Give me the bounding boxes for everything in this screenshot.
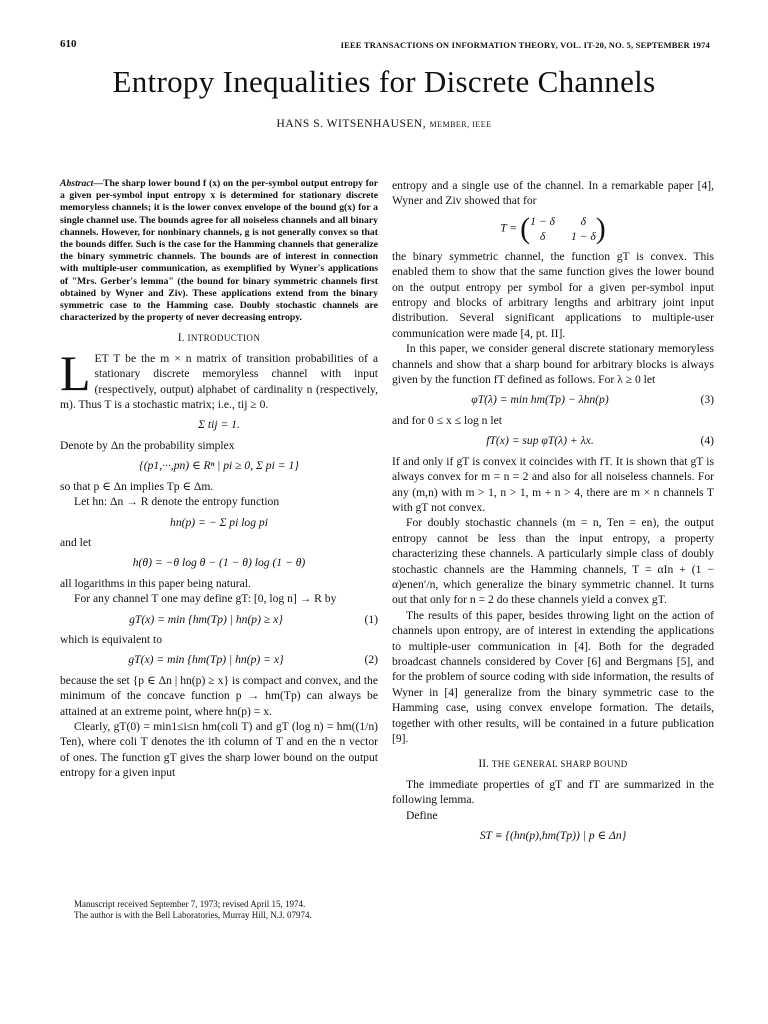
abstract-text: —The sharp lower bound f (x) on the per-symbol output entropy for a given per-symbol input entropy x is determined for stationary discrete memoryless channels; it is the lower convex envelope of the bound g(x) for a single channel use. The bounds agree for all noiseless channels and all binary channels. However, for nonbinary channels, g is not generally convex so that the bounds differ. Such is the case for the Hamming channels that generalize the binary symmetric channels. The bounds are of interest in connection with multiple-user communication, as exemplified by Wyner's applications of "Mrs. Gerber's lemma" (the bound for binary symmetric channels first obtained by Wyner and Ziv). These applications extend from the binary symmetric case to the Hamming case. Doubly stochastic channels are characterized by the property of never decreasing entropy. [60,178,378,324]
simplex-text: Denote by Δn the probability simplex [60,438,235,452]
equation-body: φT(λ) = min hm(Tp) − λhn(p) [471,393,609,407]
equation-number: (1) [364,612,378,626]
this-paper-paragraph: In this paper, we consider general discrete stationary memoryless channels and show that a sharp bound for arbitrary blocks is always given by the function fT defined as follows. For λ ≥ 0 let [392,342,714,387]
section-heading-general-bound [392,756,714,772]
author-line [0,118,768,130]
matrix-lhs: T = [500,221,518,235]
equation-binary-entropy [60,555,378,570]
equation-body: Σ tij = 1. [198,418,240,432]
paper-title: Entropy Inequalities for Discrete Channels [112,64,656,99]
equation-body: gT(x) = min {hm(Tp) | hn(p) = x} [128,653,284,667]
matrix-cell: 1 − δ [530,214,555,228]
equation-1 [60,612,378,627]
drop-cap: L [60,344,91,401]
section-number: I. [177,331,185,345]
equation-2 [60,652,378,667]
immediate-paragraph: The immediate properties of gT and fT are summarized in the following lemma. [392,777,714,807]
equation-number: (4) [700,434,714,448]
author-membership: MEMBER, IEEE [429,120,492,129]
equation-body: h(θ) = −θ log θ − (1 − θ) log (1 − θ) [132,556,306,570]
and-let: and let [60,535,92,549]
clearly-paragraph: Clearly, gT(0) = min1≤i≤n hm(coli T) and gT (log n) = hm((1/n) Ten), where coli T denotes the ith column of T and en the n vector of ones. The function gT gives the sharp lower bound on the output entropy for a given input [60,719,378,780]
entropy-intro: Let hn: Δn → R denote the entropy function [74,495,280,509]
matrix-right-paren: ) [595,211,606,245]
if-only-if-paragraph: If and only if gT is convex it coincides with fT. It is shown that gT is always convex for m = n = 2 and also for all noiseless channels. For any (m,n) with m > 1, n > 1, m + n > 4, there are m × n channels T with gT not convex. [392,454,714,514]
equation-st [392,828,714,843]
section-heading-introduction [60,330,378,346]
equation-number: (2) [364,653,378,667]
equation-body: gT(x) = min {hm(Tp) | hn(p) ≥ x} [129,612,283,626]
matrix-grid [530,214,596,244]
section-title: INTRODUCTION [187,333,261,344]
abstract-lead: Abstract [60,178,94,189]
simplex-after: so that p ∈ Δn implies Tp ∈ Δm. [60,479,214,493]
equation-matrix [392,211,714,245]
define-text: Define [406,808,438,822]
and-for-text: and for 0 ≤ x ≤ log n let [392,413,502,427]
matrix-left-paren: ( [520,211,531,245]
left-column [60,178,378,781]
log-note: all logarithms in this paper being natural. [60,576,251,590]
footnote-manuscript: Manuscript received September 7, 1973; revised April 15, 1974. [74,899,306,909]
equation-3 [392,392,714,407]
equation-simplex [60,458,378,473]
section-title: THE GENERAL SHARP BOUND [491,759,628,770]
equation-4 [392,433,714,448]
matrix-cell: δ [580,214,587,228]
right-open-paragraph: entropy and a single use of the channel. In a remarkable paper [4], Wyner and Ziv showed that for [392,179,714,208]
section-number: II. [478,757,489,771]
author-name: HANS S. WITSENHAUSEN, [276,118,427,130]
equivalent-text: which is equivalent to [60,632,163,646]
intro-text: ET T be the m × n matrix of transition probabilities of a stationary discrete memoryless channel with input (respectively, output) alphabet of cardinality n (respectively, m). Thus T is a stochastic matrix; i.e., tij ≥ 0. [60,351,378,412]
equation-body: {(p1,···,pn) ∈ Rⁿ | pi ≥ 0, Σ pi = 1} [139,459,299,473]
matrix-cell: 1 − δ [570,229,596,243]
footnote-affiliation: The author is with the Bell Laboratories, Murray Hill, N.J. 07974. [74,910,312,920]
right-column [392,178,714,848]
gt-intro: For any channel T one may define gT: [0, log n] → R by [74,592,337,606]
abstract [60,178,378,324]
running-head: IEEE TRANSACTIONS ON INFORMATION THEORY, VOL. IT-20, NO. 5, SEPTEMBER 1974 [340,40,710,50]
equation-entropy [60,515,378,530]
intro-paragraph [60,344,378,413]
page-number: 610 [60,38,77,50]
equation-body [392,211,714,245]
equation-body: hn(p) = − Σ pi log pi [170,515,268,529]
equation-number: (3) [700,393,714,407]
matrix [520,211,606,245]
equation-sum [60,417,378,432]
bsc-paragraph: the binary symmetric channel, the function gT is convex. This enabled them to show that the same function gives the lower bound on the output entropy per symbol for a given per-symbol input entropy and blocks of arbitrary lengths and arbitrary joint input distribution. Several significant applications to multiple-user communication were made [4, pt. II]. [392,249,714,340]
matrix-cell: δ [539,229,546,243]
equation-body: ST ≡ {(hn(p),hm(Tp)) | p ∈ Δn} [479,829,627,843]
results-paragraph: The results of this paper, besides throwing light on the action of channels upon entropy, are of interest in extending the applications to multiple-user communication in [4]. Both for the degraded broadcast channels considered by Cover [6] and Bergmans [5], and for the problem of source coding with side information, the results of Wyner in [4] generalize from the binary symmetric case to the Hamming case, using convex envelope formation. The details, together with other results, will be contained in a future publication [9]. [392,608,714,745]
doubly-stochastic-paragraph: For doubly stochastic channels (m = n, Ten = en), the output entropy cannot be less than the input entropy, a property characterizing these channels. A particularly simple class of doubly stochastic channels are the Hamming channels, T = αIn + (1 − α)enen′/n, which generalize the binary symmetric channel. It turns out that only for n = 2 do these channels yield a convex gT. [392,516,714,607]
compact-paragraph: because the set {p ∈ Δn | hn(p) ≥ x} is compact and convex, and the minimum of the concave function p → hm(Tp) can always be attained at an extreme point, where hn(p) = x. [60,673,378,718]
equation-body: fT(x) = sup φT(λ) + λx. [486,434,594,448]
footnote [60,899,378,921]
